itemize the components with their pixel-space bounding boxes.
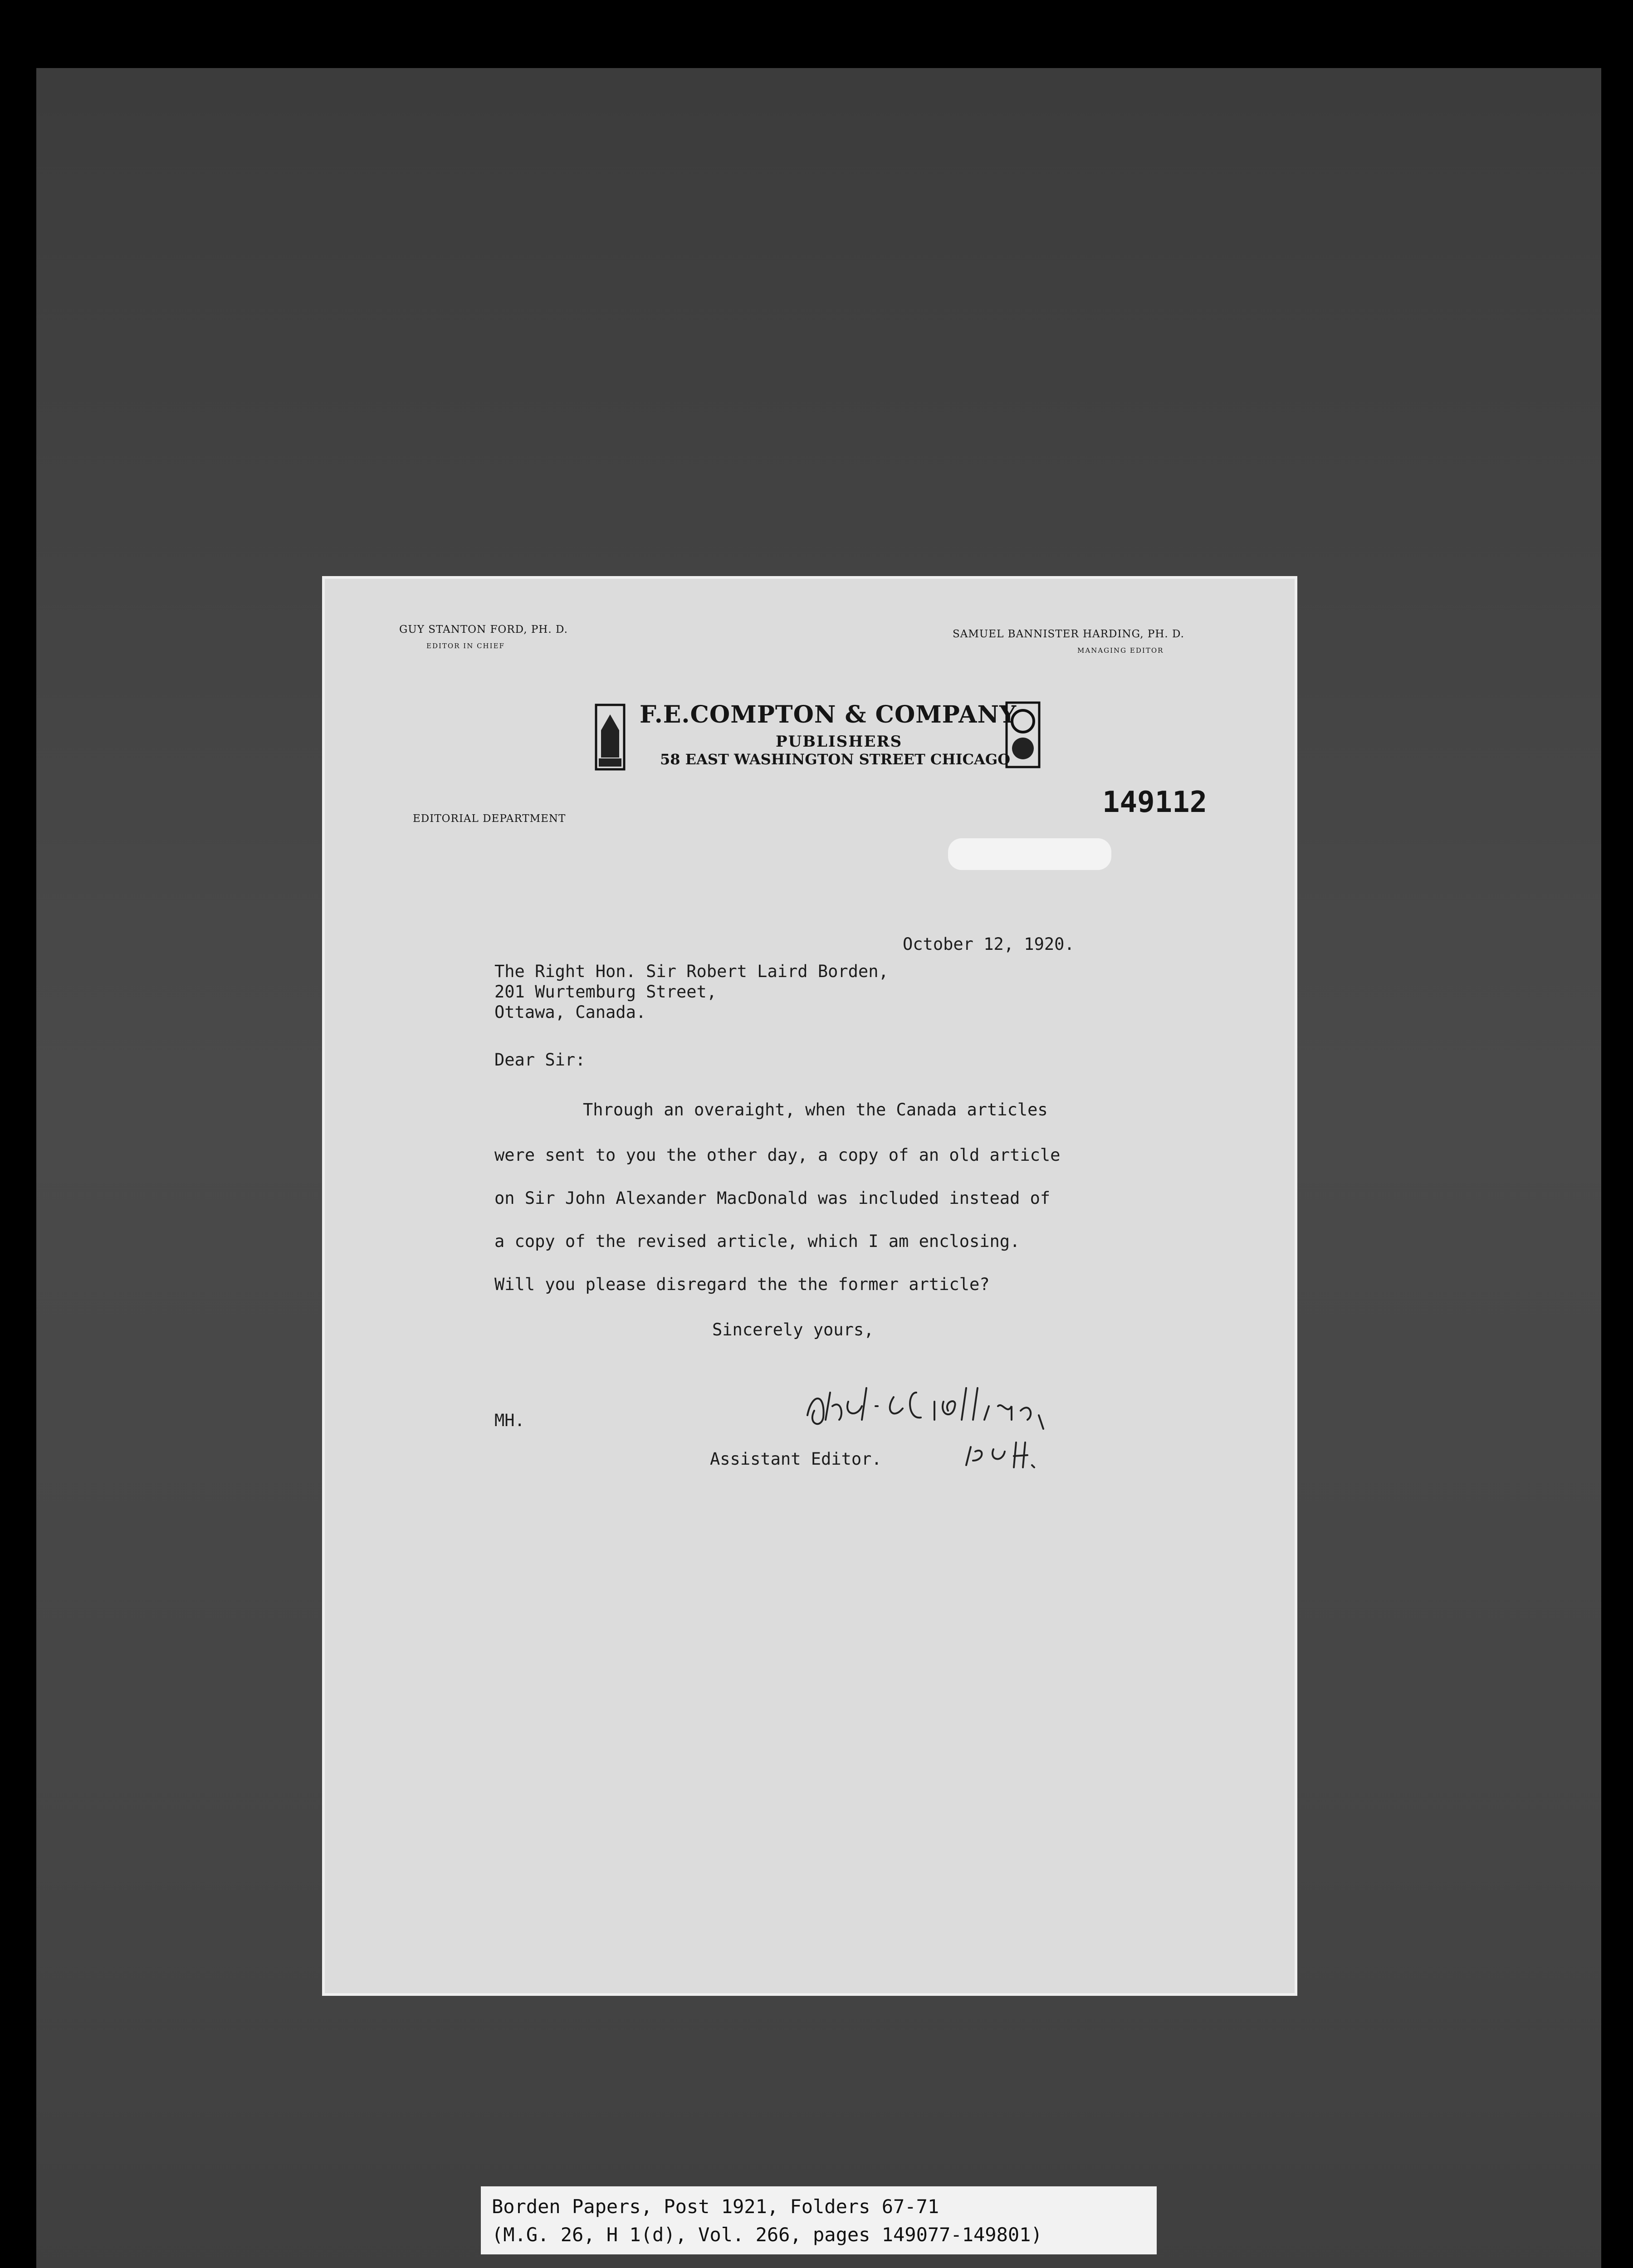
publishers-label: PUBLISHERS (776, 733, 903, 751)
body-line: a copy of the revised article, which I am enclosing. (494, 1232, 1020, 1251)
recipient-line: 201 Wurtemburg Street, (494, 982, 717, 1002)
faded-stamp (948, 838, 1111, 870)
department-label: EDITORIAL DEPARTMENT (413, 813, 566, 825)
recipient-line: The Right Hon. Sir Robert Laird Borden, (494, 962, 889, 981)
closing: Sincerely yours, (712, 1320, 874, 1339)
globe-logo-icon (1005, 701, 1041, 769)
recipient-line: Ottawa, Canada. (494, 1002, 646, 1022)
body-line: were sent to you the other day, a copy of an old article (494, 1145, 1061, 1165)
editor-in-chief-title: EDITOR IN CHIEF (426, 642, 505, 650)
letter-page (322, 576, 1297, 1996)
company-address: 58 EAST WASHINGTON STREET CHICAGO (660, 751, 1011, 768)
building-logo-icon (594, 703, 626, 771)
body-line: on Sir John Alexander MacDonald was included instead of (494, 1188, 1051, 1208)
handwritten-signature (798, 1374, 1061, 1479)
caption-line: Borden Papers, Post 1921, Folders 67-71 (492, 2195, 939, 2218)
body-line: Through an overaight, when the Canada articles (583, 1100, 1048, 1119)
managing-editor-name: SAMUEL BANNISTER HARDING, PH. D. (953, 628, 1184, 640)
letter-date: October 12, 1920. (903, 934, 1075, 954)
film-sprocket-top (18, 27, 1615, 45)
salutation: Dear Sir: (494, 1050, 586, 1070)
archival-caption (481, 2186, 1157, 2254)
signer-title: Assistant Editor. (710, 1449, 882, 1469)
caption-line: (M.G. 26, H 1(d), Vol. 266, pages 149077-149801) (492, 2224, 1042, 2246)
company-name: F.E.COMPTON & COMPANY (640, 701, 1017, 728)
managing-editor-title: MANAGING EDITOR (1077, 646, 1164, 655)
archive-page-number: 149112 (1102, 786, 1208, 819)
typist-initials: MH. (494, 1411, 525, 1430)
body-line: Will you please disregard the the former article? (494, 1275, 990, 1294)
editor-in-chief-name: GUY STANTON FORD, PH. D. (399, 624, 568, 635)
